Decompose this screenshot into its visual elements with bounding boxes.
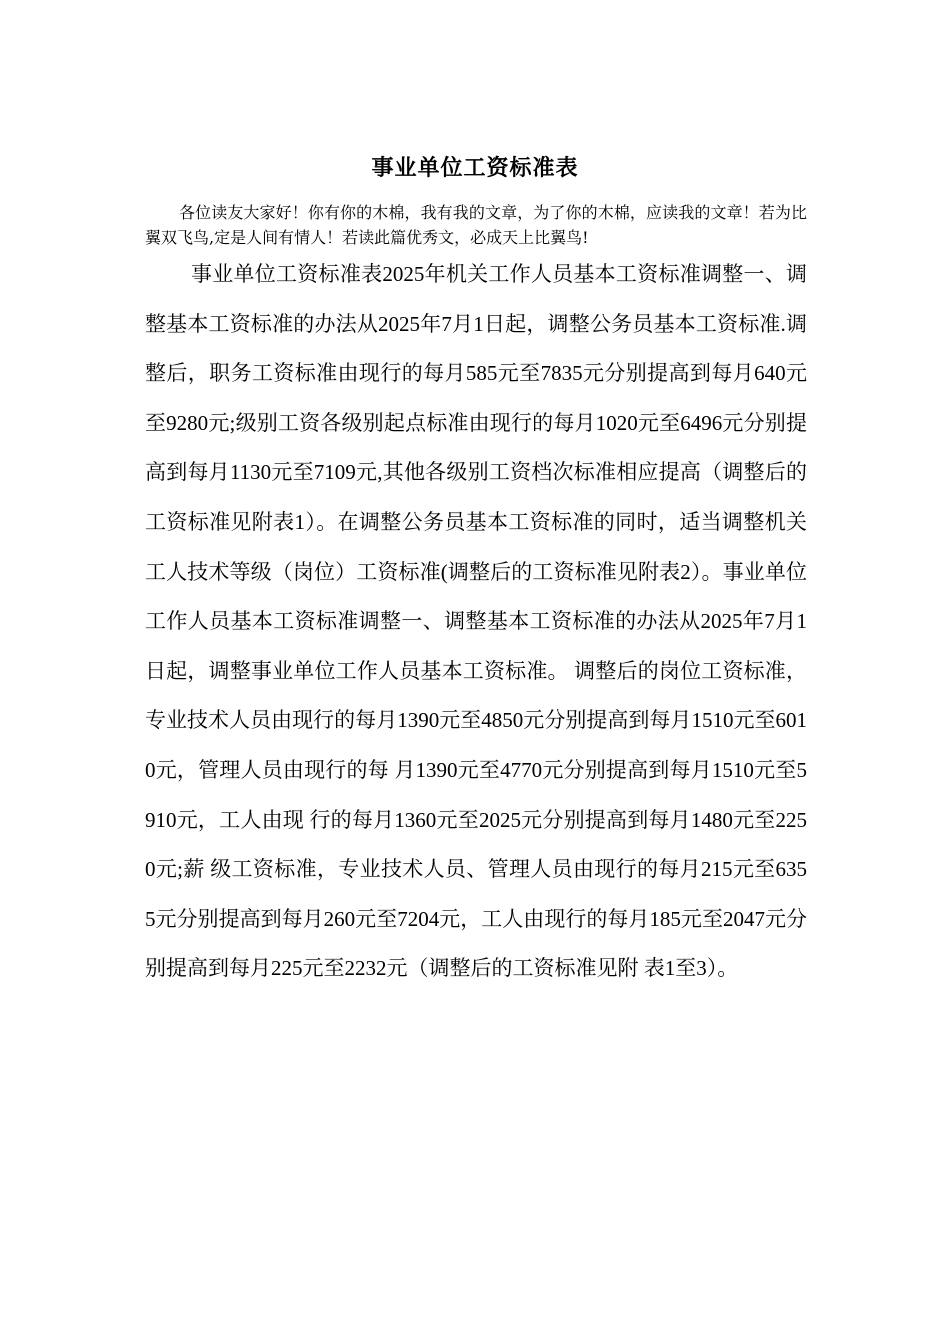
document-title: 事业单位工资标准表 [371,155,579,181]
body-paragraph: 事业单位工资标准表2025年机关工作人员基本工资标准调整一、调整基本工资标准的办法从2025年7月1日起，调整公务员基本工资标准.调整后，职务工资标准由现行的每月585元至7835元分别提高到每月640元至9280元;级别工资各级别起点标准由现行的每月1020元至6496元分别提高到每月1130元至7109元,其他各级别工资档次标准相应提高（调整后的工资标准见附表1）。在调整公务员基本工资标准的同时，适当调整机关工人技术等级（岗位）工资标准(调整后的工资标准见附表2）。事业单位工作人员基本工资标准调整一、调整基本工资标准的办法从2025年7月1日起，调整事业单位工作人员基本工资标准。 调整后的岗位工资标准，专业技术人员由现行的每月1390元至4850元分别提高到每月1510元至6010元，管理人员由现行的每 月1390元至4770元分别提高到每月1510元至5910元，工人由现 行的每月1360元至2025元分别提高到每月1480元至2250元;薪 级工资标准，专业技术人员、管理人员由现行的每月215元至6355元分别提高到每月260元至7204元，工人由现行的每月185元至2047元分别提高到每月225元至2232元（调整后的工资标准见附 表1至3）。 [145,262,807,981]
intro-paragraph: 各位读友大家好！你有你的木棉，我有我的文章，为了你的木棉，应读我的文章！若为比翼双飞鸟,定是人间有情人！若读此篇优秀文，必成天上比翼鸟! [145,203,807,247]
